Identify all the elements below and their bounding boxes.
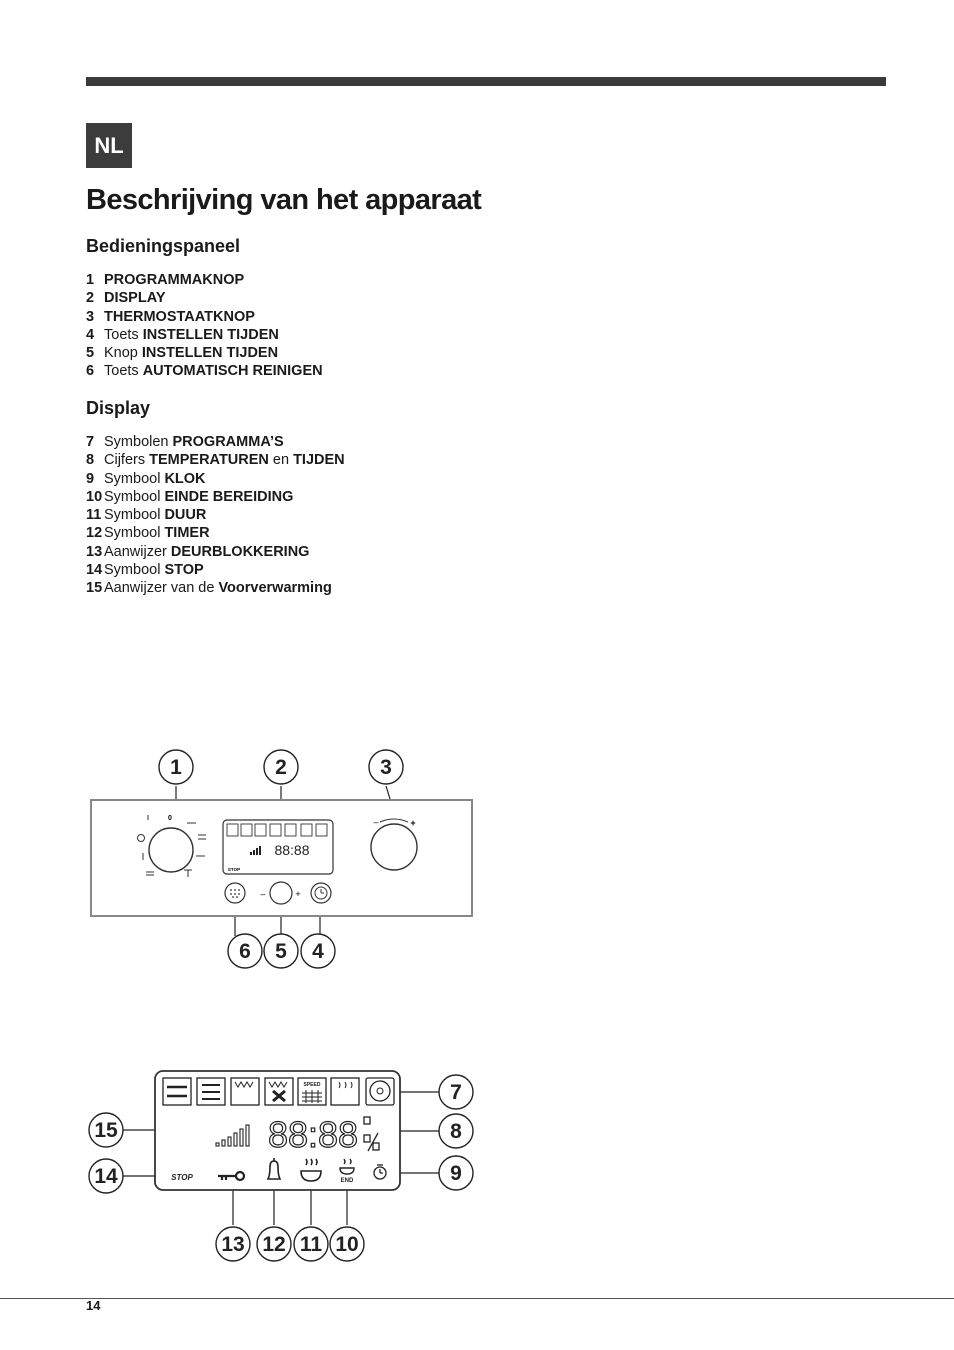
page-number: 14 xyxy=(86,1298,101,1313)
svg-text:5: 5 xyxy=(275,940,287,963)
control-panel-diagram xyxy=(80,740,490,980)
list-item-prefix: Symbolen xyxy=(104,434,173,450)
list-item-number: 12 xyxy=(86,525,103,542)
list-item xyxy=(86,561,345,579)
callout-6 xyxy=(228,934,262,968)
thermostat-minus-label: – xyxy=(373,817,379,827)
callout-2 xyxy=(264,750,298,784)
callout-7 xyxy=(439,1075,473,1109)
list-item-number: 3 xyxy=(86,308,95,325)
section-heading-display: Display xyxy=(86,398,151,418)
list-item-bold-label: INSTELLEN TIJDEN xyxy=(142,326,279,343)
self-clean-button[interactable] xyxy=(225,883,245,903)
list-item-number: 15 xyxy=(86,580,103,597)
list-item-prefix: Symbool xyxy=(104,525,165,542)
list-item xyxy=(86,451,345,469)
list-item xyxy=(86,308,323,326)
list-item-bold-label: TEMPERATUREN xyxy=(149,452,269,469)
svg-text:7: 7 xyxy=(450,1081,462,1104)
small-display-stop: STOP xyxy=(227,867,241,872)
speed-label: SPEED xyxy=(303,1082,321,1088)
display-diagram xyxy=(80,1055,490,1280)
list-item-prefix: Symbool xyxy=(104,507,165,524)
end-label: END xyxy=(340,1178,354,1184)
list-item xyxy=(86,326,323,344)
display-list xyxy=(86,433,345,598)
bottom-rule xyxy=(0,1298,954,1299)
list-item-prefix: Toets xyxy=(104,363,143,380)
list-item-prefix: Symbool xyxy=(104,470,165,487)
list-item-bold-label: TIMER xyxy=(164,525,210,542)
list-item xyxy=(86,543,345,561)
list-item xyxy=(86,524,345,542)
program-knob[interactable] xyxy=(149,828,193,872)
list-item-bold-label: DISPLAY xyxy=(104,290,166,307)
svg-text:11: 11 xyxy=(299,1233,323,1256)
list-item-prefix: Aanwijzer xyxy=(104,543,171,560)
list-item-number: 13 xyxy=(86,543,103,560)
callout-8 xyxy=(439,1114,473,1148)
section-heading-control-panel: Bedieningspaneel xyxy=(86,236,241,256)
list-item-connector: en xyxy=(268,452,294,469)
list-item-number: 2 xyxy=(86,290,95,307)
list-item-number: 4 xyxy=(86,326,95,343)
svg-text:9: 9 xyxy=(450,1162,462,1185)
svg-text:4: 4 xyxy=(312,940,324,963)
svg-text:3: 3 xyxy=(380,756,392,779)
list-item xyxy=(86,271,323,289)
list-item-bold-label: PROGRAMMAKNOP xyxy=(104,272,245,288)
list-item-bold-label: INSTELLEN TIJDEN xyxy=(141,345,279,362)
language-badge: NL xyxy=(86,123,132,168)
timer-set-knob[interactable] xyxy=(270,882,292,904)
list-item-bold-label: KLOK xyxy=(164,470,206,487)
callout-10 xyxy=(330,1227,364,1261)
list-item xyxy=(86,344,323,362)
list-item-number: 11 xyxy=(86,507,102,524)
list-item xyxy=(86,289,323,307)
stop-symbol: STOP xyxy=(171,1173,193,1182)
callout-3 xyxy=(369,750,403,784)
svg-text:12: 12 xyxy=(262,1233,286,1256)
list-item-prefix: Symbool xyxy=(104,562,165,579)
svg-text:15: 15 xyxy=(94,1119,118,1142)
list-item xyxy=(86,433,345,451)
callout-9 xyxy=(439,1156,473,1190)
svg-text:10: 10 xyxy=(335,1233,359,1256)
list-item-bold-label: DUUR xyxy=(164,507,207,524)
list-item xyxy=(86,470,345,488)
time-set-button[interactable] xyxy=(311,883,331,903)
list-item-bold-label: THERMOSTAATKNOP xyxy=(104,308,255,325)
list-item-prefix: Symbool xyxy=(104,488,165,505)
program-knob-zero-label: 0 xyxy=(168,815,172,822)
svg-text:14: 14 xyxy=(94,1165,118,1188)
timer-plus-label: + xyxy=(295,889,301,899)
small-display-digits: 88:88 xyxy=(274,842,310,858)
list-item-prefix: Cijfers xyxy=(104,452,150,469)
callout-12 xyxy=(257,1227,291,1261)
list-item xyxy=(86,579,345,597)
list-item-bold-label: STOP xyxy=(164,562,204,579)
lcd-digits: 88:88 xyxy=(267,1114,359,1155)
svg-text:2: 2 xyxy=(275,756,287,779)
callout-15 xyxy=(89,1113,123,1147)
list-item xyxy=(86,362,323,380)
list-item-bold-label: EINDE BEREIDING xyxy=(164,488,294,505)
svg-text:1: 1 xyxy=(170,756,182,779)
callout-4 xyxy=(301,934,335,968)
control-panel-list xyxy=(86,271,323,381)
list-item-bold-label-2: TIJDEN xyxy=(293,452,345,469)
list-item-number: 14 xyxy=(86,562,103,579)
list-item-prefix: Toets xyxy=(104,326,143,343)
list-item-bold-label: PROGRAMMA’S xyxy=(172,434,284,450)
list-item-number: 10 xyxy=(86,488,103,505)
callout-5 xyxy=(264,934,298,968)
page-title: Beschrijving van het apparaat xyxy=(86,184,482,216)
svg-text:6: 6 xyxy=(239,940,251,963)
callout-13 xyxy=(216,1227,250,1261)
list-item-bold-label: AUTOMATISCH REINIGEN xyxy=(142,363,323,380)
callout-11 xyxy=(294,1227,328,1261)
list-item xyxy=(86,506,345,524)
list-item-prefix: Aanwijzer van de xyxy=(104,580,219,597)
list-item-number: 8 xyxy=(86,452,95,469)
list-item-number: 5 xyxy=(86,345,95,362)
list-item-number: 1 xyxy=(86,272,95,288)
list-item-number: 7 xyxy=(86,434,95,450)
list-item xyxy=(86,488,345,506)
top-rule xyxy=(86,77,886,86)
thermostat-plus-label: + xyxy=(410,818,416,828)
callout-1 xyxy=(159,750,193,784)
small-display xyxy=(223,820,333,874)
callout-14 xyxy=(89,1159,123,1193)
list-item-number: 9 xyxy=(86,470,95,487)
list-item-bold-label: Voorverwarming xyxy=(218,580,332,597)
list-item-number: 6 xyxy=(86,363,95,380)
svg-text:13: 13 xyxy=(221,1233,245,1256)
svg-text:8: 8 xyxy=(450,1120,462,1143)
list-item-bold-label: DEURBLOKKERING xyxy=(170,543,310,560)
timer-minus-label: – xyxy=(260,889,266,899)
list-item-prefix: Knop xyxy=(104,345,142,362)
